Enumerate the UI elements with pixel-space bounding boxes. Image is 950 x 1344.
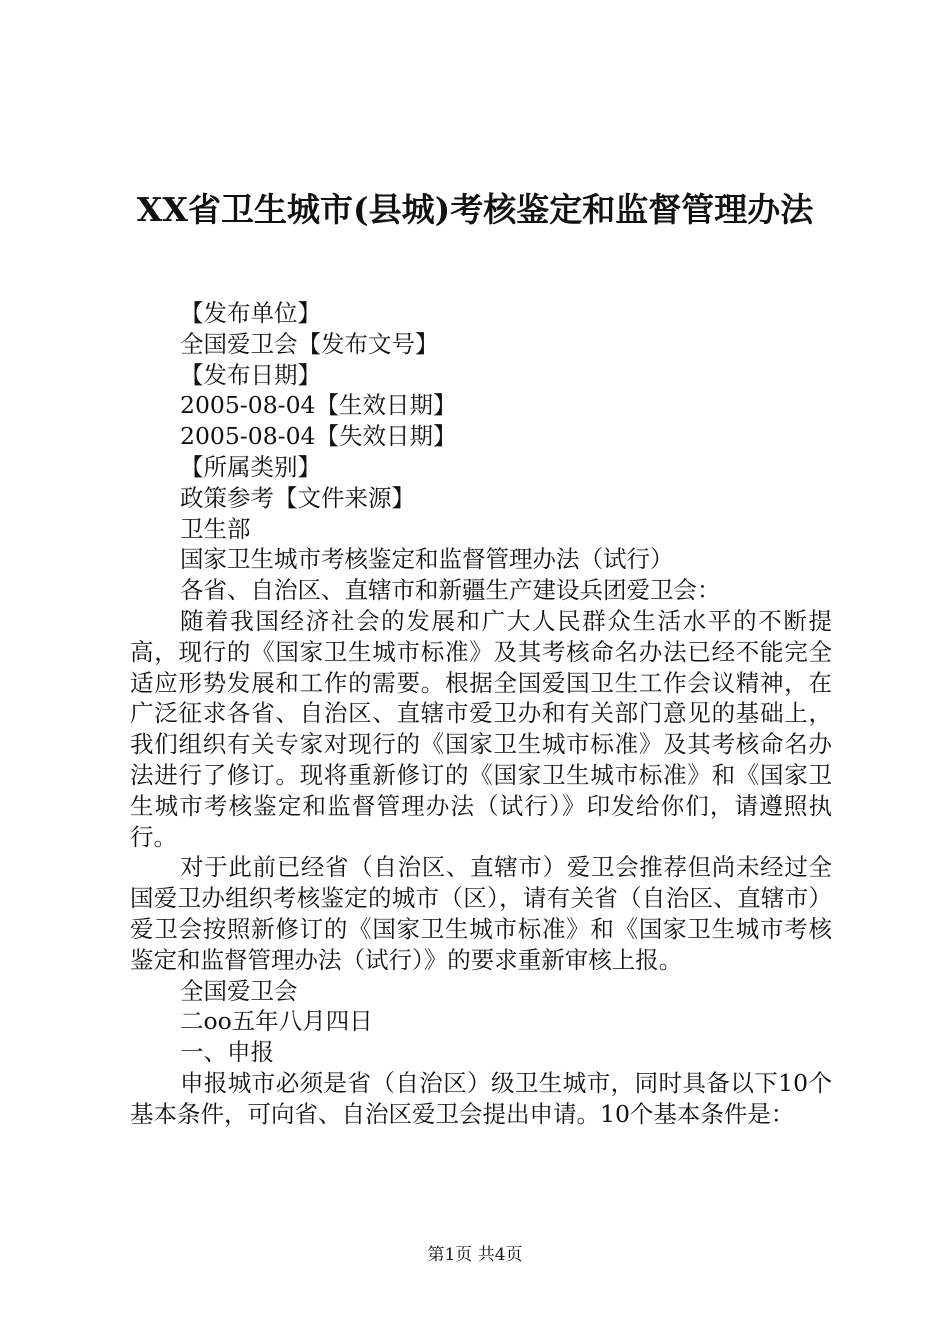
document-body (130, 298, 832, 1130)
page-footer: 第1页 共4页 (427, 1245, 523, 1265)
paragraph-3: 申报城市必须是省（自治区）级卫生城市，同时具备以下10个基本条件，可向省、自治区爱卫会提出申请。10个基本条件是： (130, 1068, 832, 1128)
document-title: XX省卫生城市(县城)考核鉴定和监督管理办法 (136, 190, 814, 229)
paragraph-1: 随着我国经济社会的发展和广大人民群众生活水平的不断提高，现行的《国家卫生城市标准》及其考核命名办法已经不能完全适应形势发展和工作的需要。根据全国爱国卫生工作会议精神，在广泛征求各省、自治区、直辖市爱卫办和有关部门意见的基础上，我们组织有关专家对现行的《国家卫生城市标准》及其考核命名办法进行了修订。现将重新修订的《国家卫生城市标准》和《国家卫生城市考核鉴定和监督管理办法（试行）》印发给你们，请遵照执行。 (130, 606, 832, 851)
category-label: 【所属类别】 (180, 452, 321, 481)
publish-date-label: 【发布日期】 (180, 360, 321, 389)
source-value: 卫生部 (180, 514, 251, 543)
category-value: 政策参考【文件来源】 (180, 483, 415, 512)
effective-date-value: 2005-08-04【失效日期】 (180, 422, 457, 451)
publisher-value: 全国爱卫会【发布文号】 (180, 329, 439, 358)
signature: 全国爱卫会 (180, 976, 298, 1005)
signature-date: 二oo五年八月四日 (180, 1007, 373, 1036)
addressee: 各省、自治区、直辖市和新疆生产建设兵团爱卫会： (180, 576, 721, 605)
publisher-label: 【发布单位】 (180, 299, 321, 327)
section-heading: 一、申报 (180, 1038, 274, 1067)
paragraph-2: 对于此前已经省（自治区、直辖市）爱卫会推荐但尚未经过全国爱卫办组织考核鉴定的城市（区），请有关省（自治区、直辖市）爱卫会按照新修订的《国家卫生城市标准》和《国家卫生城市考核鉴定和监督管理办法（试行）》的要求重新审核上报。 (130, 853, 832, 974)
subtitle: 国家卫生城市考核鉴定和监督管理办法（试行） (180, 545, 674, 574)
publish-date-value: 2005-08-04【生效日期】 (180, 391, 457, 420)
